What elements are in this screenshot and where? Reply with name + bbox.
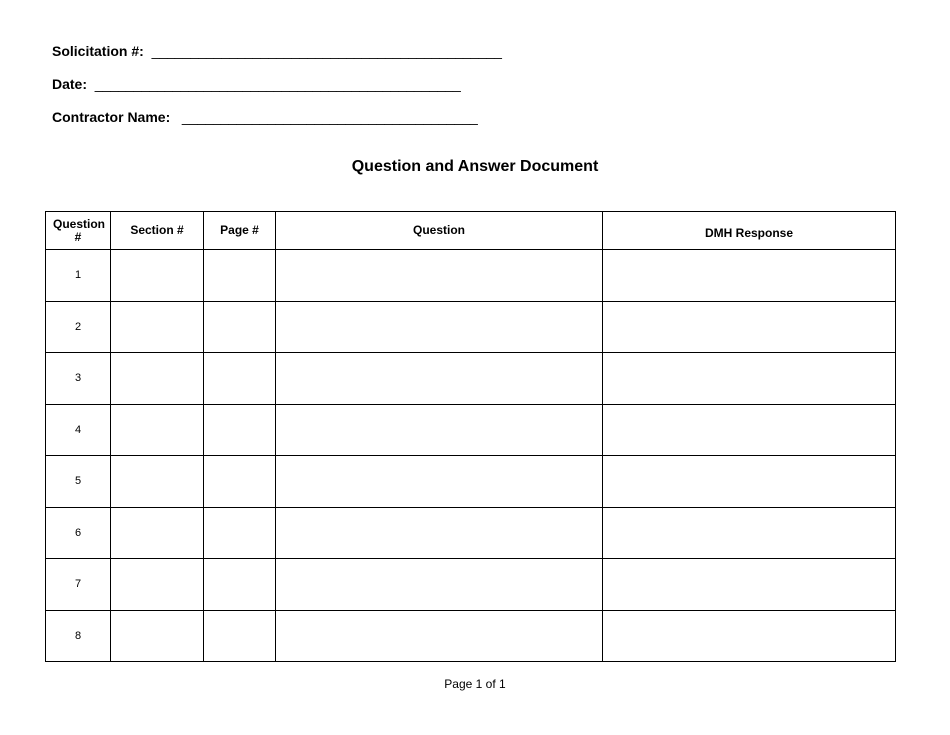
question-cell[interactable] <box>276 353 603 405</box>
page-number-cell[interactable] <box>204 456 276 508</box>
section-number-cell[interactable] <box>111 353 204 405</box>
dmh-response-cell[interactable] <box>603 301 896 353</box>
question-cell[interactable] <box>276 610 603 662</box>
page-number-cell[interactable] <box>204 301 276 353</box>
header-question-number-text: Question # <box>53 216 106 244</box>
section-number-cell[interactable] <box>111 610 204 662</box>
table-row <box>46 250 896 302</box>
contractor-name-field <box>52 109 478 125</box>
question-cell[interactable] <box>276 507 603 559</box>
header-question-number <box>46 212 111 250</box>
question-cell[interactable] <box>276 559 603 611</box>
question-number-cell: 1 <box>46 250 111 302</box>
dmh-response-cell[interactable] <box>603 456 896 508</box>
header-question: Question <box>276 212 603 250</box>
solicitation-label: Solicitation #: <box>52 43 144 59</box>
contractor-name-label: Contractor Name: <box>52 109 171 125</box>
table-row <box>46 559 896 611</box>
dmh-response-cell[interactable] <box>603 507 896 559</box>
section-number-cell[interactable] <box>111 250 204 302</box>
date-label: Date: <box>52 76 88 92</box>
section-number-cell[interactable] <box>111 507 204 559</box>
question-number-cell: 8 <box>46 610 111 662</box>
question-cell[interactable] <box>276 404 603 456</box>
dmh-response-cell[interactable] <box>603 404 896 456</box>
dmh-response-cell[interactable] <box>603 610 896 662</box>
question-cell[interactable] <box>276 301 603 353</box>
table-row <box>46 610 896 662</box>
question-number-cell: 2 <box>46 301 111 353</box>
solicitation-input-line[interactable]: _____________________________________________ <box>151 43 502 59</box>
table-row <box>46 404 896 456</box>
question-number-cell: 6 <box>46 507 111 559</box>
dmh-response-cell[interactable] <box>603 559 896 611</box>
table-row <box>46 456 896 508</box>
section-number-cell[interactable] <box>111 404 204 456</box>
table-row <box>46 301 896 353</box>
page-footer: Page 1 of 1 <box>444 677 506 691</box>
document-title: Question and Answer Document <box>351 158 599 175</box>
question-number-cell: 7 <box>46 559 111 611</box>
page-number-cell[interactable] <box>204 353 276 405</box>
question-number-cell: 3 <box>46 353 111 405</box>
question-cell[interactable] <box>276 250 603 302</box>
section-number-cell[interactable] <box>111 559 204 611</box>
date-field <box>52 76 461 92</box>
table-header-row <box>46 212 896 250</box>
header-section-number: Section # <box>111 212 204 250</box>
qa-table <box>45 211 896 662</box>
contractor-name-input-line[interactable]: ______________________________________ <box>181 109 478 125</box>
dmh-response-cell[interactable] <box>603 250 896 302</box>
page-number-cell[interactable] <box>204 404 276 456</box>
question-number-cell: 5 <box>46 456 111 508</box>
section-number-cell[interactable] <box>111 456 204 508</box>
page-number-cell[interactable] <box>204 610 276 662</box>
page-number-cell[interactable] <box>204 559 276 611</box>
page-number-cell[interactable] <box>204 507 276 559</box>
page-number-cell[interactable] <box>204 250 276 302</box>
dmh-response-cell[interactable] <box>603 353 896 405</box>
table-row <box>46 353 896 405</box>
header-dmh-response: DMH Response <box>603 212 896 250</box>
question-cell[interactable] <box>276 456 603 508</box>
date-input-line[interactable]: _______________________________________________ <box>94 76 461 92</box>
question-number-cell: 4 <box>46 404 111 456</box>
header-page-number: Page # <box>204 212 276 250</box>
solicitation-field <box>52 43 502 59</box>
section-number-cell[interactable] <box>111 301 204 353</box>
table-row <box>46 507 896 559</box>
